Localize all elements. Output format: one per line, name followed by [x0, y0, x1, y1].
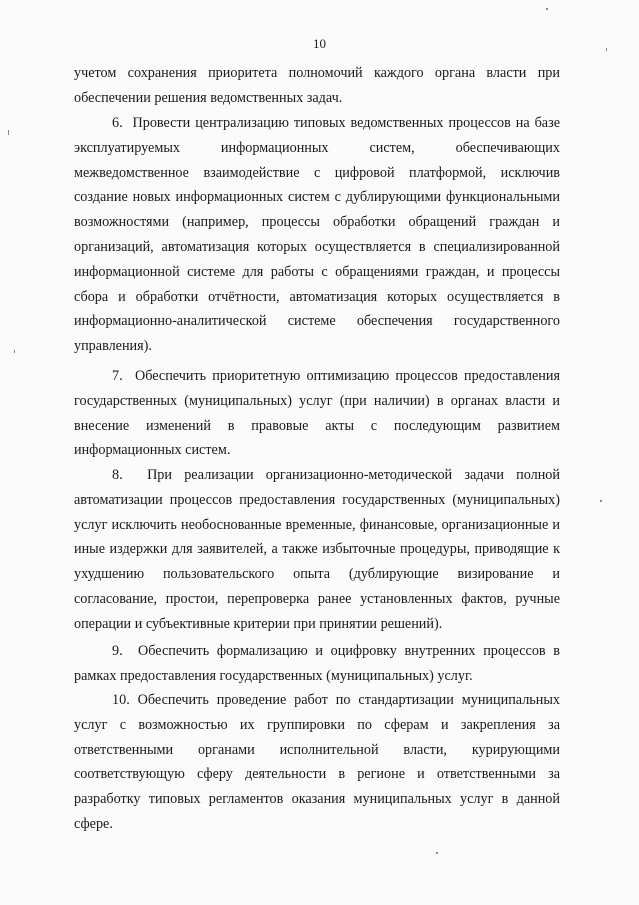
paragraph-text: Обеспечить приоритетную оптимизацию процессов предоставления государственных (муниципальных) услуг (при наличии) в органах власти и внесение изменений в правовые акты с последующим развитием информационных систем.: [74, 368, 560, 459]
paragraph-text: Обеспечить формализацию и оцифровку внутренних процессов в рамках предоставления государственных (муниципальных) услуг.: [74, 643, 560, 684]
paragraph-item-9: [74, 639, 560, 689]
paragraph-number: 8.: [112, 467, 123, 483]
paragraph-item-7: [74, 364, 560, 463]
paragraph-text: учетом сохранения приоритета полномочий каждого органа власти при обеспечении решения ведомственных задач.: [74, 65, 560, 106]
scan-speck: [8, 130, 9, 135]
paragraph-item-6: [74, 111, 560, 359]
paragraph-item-8: [74, 463, 560, 637]
paragraph-text: При реализации организационно-методической задачи полной автоматизации процессов предоставления государственных (муниципальных) услуг исключить необоснованные временные, финансовые, организационные и иные издержки для заявителей, а также избыточные процедуры, приводящие к ухудшению пользовательского опыта (дублирующие визирование и согласование, простои, перепроверка ранее установленных фактов, ручные операции и субъективные критерии при принятии решений).: [74, 467, 560, 632]
page-number: 10: [313, 36, 326, 51]
paragraph-item-10: [74, 688, 560, 837]
scan-speck: [546, 8, 548, 10]
scan-speck: [600, 500, 602, 502]
paragraph-continuation: [74, 61, 560, 111]
paragraph-number: 7.: [112, 368, 123, 384]
scan-speck: [14, 350, 15, 353]
paragraph-text: Обеспечить проведение работ по стандартизации муниципальных услуг с возможностью их группировки по сферам и закрепления за ответственными органами исполнительной власти, курирующими соответствующую сферу деятельности в регионе и ответственными за разработку типовых регламентов оказания муниципальных услуг в данной сфере.: [74, 692, 560, 832]
paragraph-number: 9.: [112, 643, 123, 659]
paragraph-text: Провести централизацию типовых ведомственных процессов на базе эксплуатируемых информационных систем, обеспечивающих межведомственное взаимодействие с цифровой платформой, исключив создание новых информационных систем с дублирующими функциональными возможностями (например, процессы обработки обращений граждан и организаций, автоматизация которых осуществляется в специализированной информационной системе для работы с обращениями граждан, и процессы сбора и обработки отчётности, автоматизация которых осуществляется в информационно-аналитической системе обеспечения государственного управления).: [74, 115, 560, 355]
paragraph-number: 6.: [112, 115, 123, 131]
scan-speck: [436, 852, 438, 854]
paragraph-number: 10.: [112, 692, 130, 708]
